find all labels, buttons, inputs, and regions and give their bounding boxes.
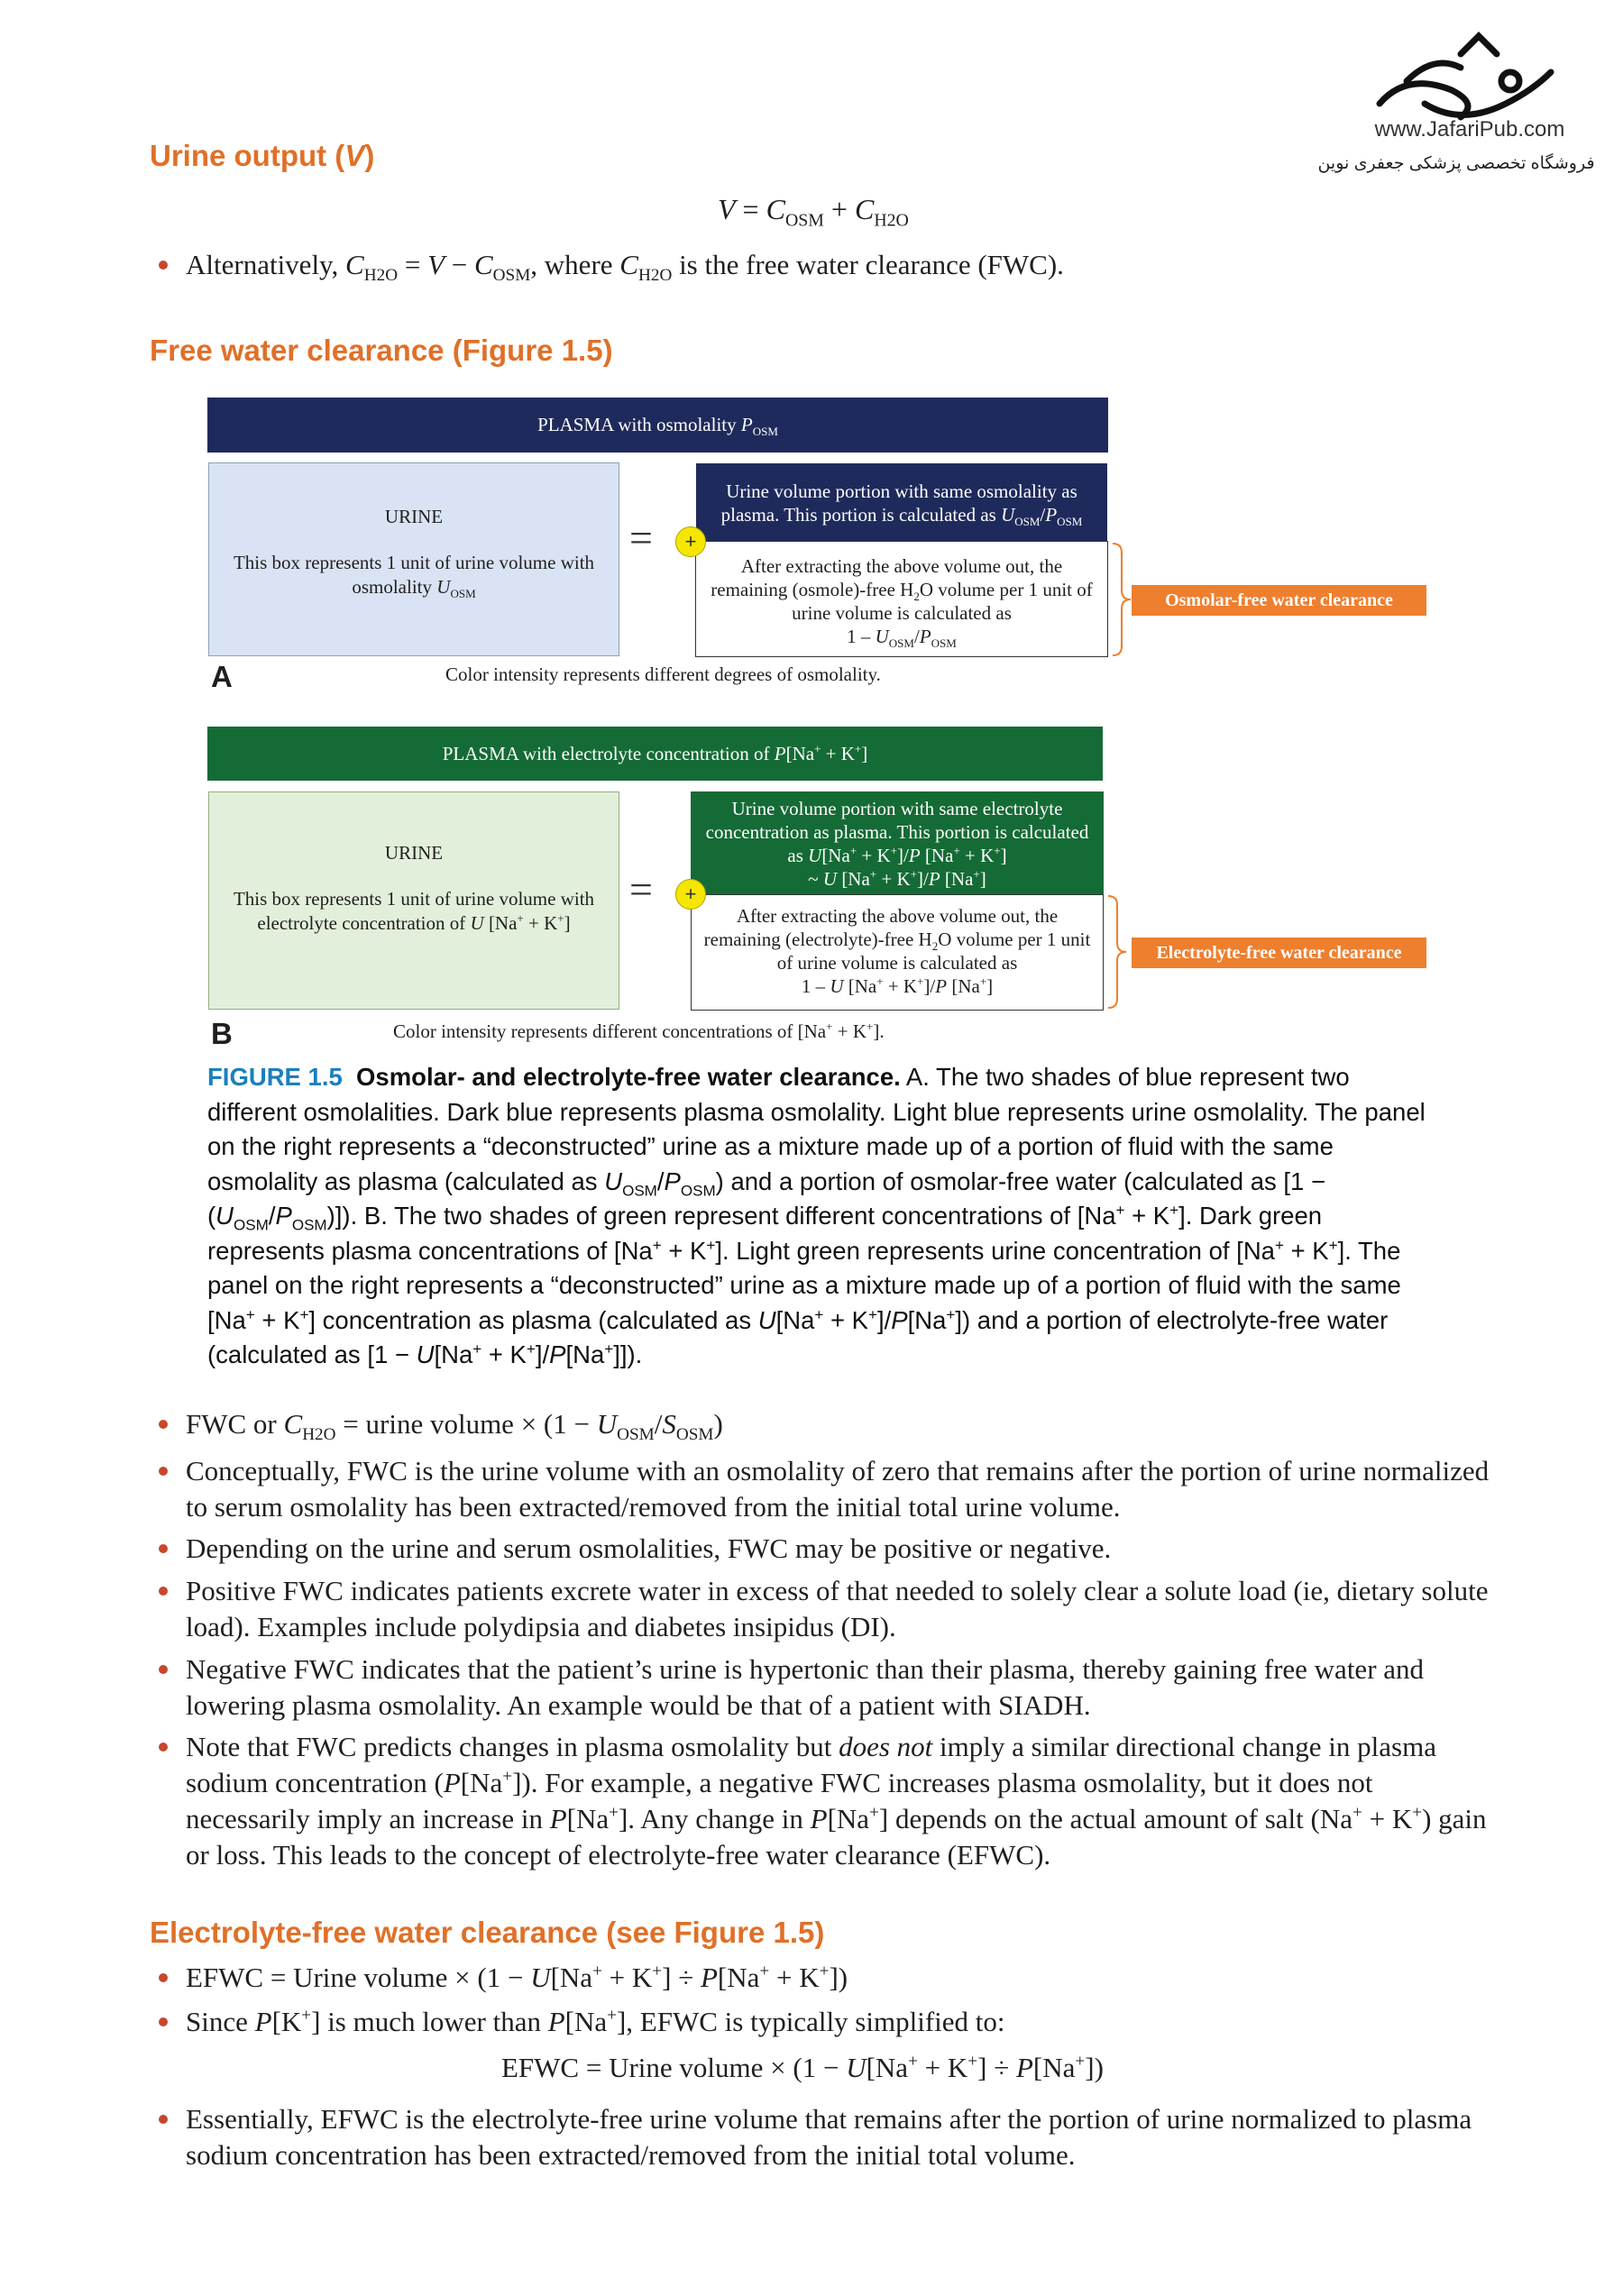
equals-sign: = [629,515,653,561]
urine-title: URINE [384,506,444,527]
plus-sign: + [675,879,706,910]
bullet-dot [159,1420,168,1429]
urine-title: URINE [384,842,444,864]
section-heading-urine-output: Urine output (V) [150,139,375,172]
bullet-dot [159,1743,168,1752]
osmolar-free-water-portion: After extracting the above volume out, the remaining (osmole)-free $H_2O$ volume per 1 unit of urine volume is calculated as $1 - U_{OSM}/P_{OSM}$ [695,541,1108,657]
plasma-electrolyte-bar: PLASMA with electrolyte concentration of P[Na+ + K+] [207,727,1103,781]
bullet-dot [159,261,168,270]
bullet-efwc-essentially: Essentially, EFWC is the electrolyte-free urine volume that remains after the portion of urine normalized to plasma sodium concentration has been extracted/removed from the initial total volume. [159,2101,1493,2173]
bullet-efwc-formula: EFWC = Urine volume × (1 − U[Na+ + K+] ÷ P[Na+ + K+]) [159,1960,1493,1996]
bullet-alternatively: Alternatively, $C_{H2O} = V - C_{OSM}$, where $C_{H2O}$ is the free water clearance (FWC). [159,247,1493,283]
bracket-icon [1106,894,1128,1010]
urine-iso-osmolar-portion: Urine volume portion with same osmolality as plasma. This portion is calculated as $U_{OSM}/P_{OSM}$ [696,463,1107,541]
urine-box-electrolyte [208,791,619,1010]
urine-description: This box represents 1 unit of urine volume with electrolyte concentration of U [Na+ + K+] [233,888,595,934]
electrolyte-free-water-portion: After extracting the above volume out, the remaining (electrolyte)-free $H_2O$ volume per 1 unit of urine volume is calculated as 1 – U [Na+ + K+]/P [Na+] [691,894,1104,1011]
equation-efwc-simplified: EFWC = Urine volume × (1 − U[Na+ + K+] ÷ P[Na+]) [501,2052,1104,2083]
urine-box-osmolality [208,462,619,656]
panel-letter-a: A [211,660,233,693]
urine-description: This box represents 1 unit of urine volume with osmolality $U_{OSM}$ [233,552,595,601]
bullet-fwc-positive: Positive FWC indicates patients excrete water in excess of that needed to solely clear a solute load (ie, dietary solute load). Examples include polydipsia and diabetes insipidus (DI). [159,1573,1493,1645]
bullet-dot [159,1467,168,1476]
bullet-fwc-sign: Depending on the urine and serum osmolalities, FWC may be positive or negative. [159,1531,1493,1567]
bullet-dot [159,1665,168,1674]
bullet-fwc-concept: Conceptually, FWC is the urine volume with an osmolality of zero that remains after the portion of urine normalized to serum osmolality has been extracted/removed from the initial total urine volume. [159,1453,1493,1525]
urine-iso-electrolyte-portion: Urine volume portion with same electrolyte concentration as plasma. This portion is calculated as U[Na+ + K+]/P [Na+ + K+] ~ U [Na+ + K+]/P [Na+] [691,791,1104,894]
bullet-dot [159,1587,168,1596]
bullet-fwc-note: Note that FWC predicts changes in plasma osmolality but does not imply a similar directional change in plasma sodium concentration (P[Na+]). For example, a negative FWC increases plasma osmolality, but it does not necessarily imply an increase in P[Na+]. Any change in P[Na+] depends on the actual amount of salt (Na+ + K+) gain or loss. This leads to the concept of electrolyte-free water clearance (EFWC). [159,1729,1493,1873]
panel-b-note: Color intensity represents different concentrations of [Na+ + K+]. [393,1020,885,1042]
equation-urine-output: $V = C_{OSM} + C_{H2O}$ [718,193,909,231]
bullet-dot [159,2115,168,2124]
electrolyte-free-water-clearance-label: Electrolyte-free water clearance [1132,938,1426,968]
section-heading-fwc: Free water clearance (Figure 1.5) [150,334,613,367]
equals-sign: = [629,866,653,912]
plus-sign: + [675,526,706,557]
bracket-icon [1111,542,1132,657]
bullet-fwc-negative: Negative FWC indicates that the patient’s urine is hypertonic than their plasma, thereby gaining free water and lowering plasma osmolality. An example would be that of a patient with SIADH. [159,1651,1493,1724]
bullet-dot [159,1544,168,1553]
logo-url: www.JafariPub.com [1374,117,1565,142]
figure-caption: FIGURE 1.5 Osmolar- and electrolyte-free water clearance. A. The two shades of blue represent two different osmolalities. Dark blue represents plasma osmolality. Light blue represents urine osmolality. The panel on the right represents a “deconstructed” urine as a mixture made up of a portion of fluid with the same osmolality as plasma (calculated as $U_{OSM}/P_{OSM}$) and a portion of osmolar-free water (calculated as $[1 - (U_{OSM}/P_{OSM})]$). B. The two shades of green represent different concentrations of [Na+ + K+]. Dark green represents plasma concentrations of [Na+ + K+]. Light green represents urine concentration of [Na+ + K+]. The panel on the right represents a “deconstructed” urine as a mixture made up of a portion of fluid with the same [Na+ + K+] concentration as plasma (calculated as U[Na+ + K+]/P[Na+]) and a portion of electrolyte-free water (calculated as [1 − U[Na+ + K+]/P[Na+]]). [207,1063,1426,1368]
bullet-dot [159,2017,168,2026]
panel-letter-b: B [211,1017,233,1050]
logo-tagline: فروشگاه تخصصی پزشکی جعفری نوین [1317,154,1595,173]
bullet-fwc-formula: FWC or $C_{H2O}$ = urine volume × $(1 - U_{OSM}/S_{OSM})$ [159,1406,1493,1442]
bullet-dot [159,1973,168,1982]
section-heading-efwc: Electrolyte-free water clearance (see Figure 1.5) [150,1916,825,1949]
panel-a-note: Color intensity represents different degrees of osmolality. [445,663,881,685]
plasma-osmolality-bar: PLASMA with osmolality $P_{OSM}$ [207,398,1108,453]
osmolar-free-water-clearance-label: Osmolar-free water clearance [1132,585,1426,616]
bullet-efwc-simplify: Since P[K+] is much lower than P[Na+], EFWC is typically simplified to: [159,2004,1493,2040]
